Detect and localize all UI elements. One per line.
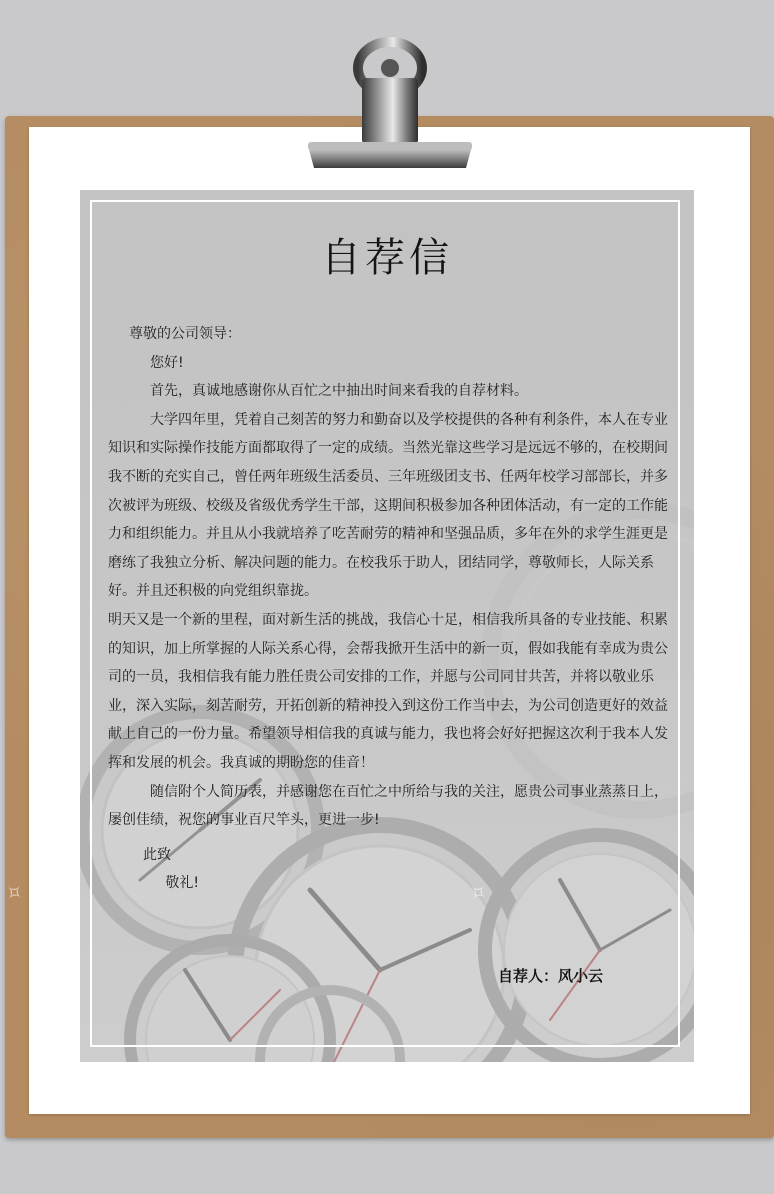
signature: 自荐人：风小云 — [498, 967, 604, 985]
letter-body — [108, 320, 668, 898]
closing-2: 敬礼! — [165, 875, 200, 892]
paragraph-2: 大学四年里，凭着自己刻苦的努力和勤奋以及学校提供的各种有利条件，本人在专业知识和实际操作技能方面都取得了一定的成绩。当然光靠这些学习是远远不够的，在校期间我不断的充实自己，曾任两年班级生活委员、三年班级团支书、任两年校学习部部长，并多次被评为班级、校级及省级优秀学生干部，这期间积极参加各种团体活动，有一定的工作能力和组织能力。并且从小我就培养了吃苦耐劳的精神和坚强品质，多年在外的求学生涯更是磨练了我独立分析、解决问题的能力。在校我乐于助人，团结同学，尊敬师长，人际关系好。并且还积极的向党组织靠拢。 — [108, 411, 668, 600]
paragraph-3: 明天又是一个新的里程，面对新生活的挑战，我信心十足，相信我所具备的专业技能、积累的知识，加上所掌握的人际关系心得，会帮我掀开生活中的新一页，假如我能有幸成为贵公司的一员，我相信我有能力胜任贵公司安排的工作，并愿与公司同甘共苦，并将以敬业乐业，深入实际，刻苦耐劳，开拓创新的精神投入到这份工作当中去，为公司创造更好的效益献上自己的一份力量。希望领导相信我的真诚与能力，我也将会好好把握这次利于我本人发挥和发展的机会。我真诚的期盼您的佳音！ — [108, 611, 668, 771]
paragraph-1: 首先，真诚地感谢你从百忙之中抽出时间来看我的自荐材料。 — [150, 383, 528, 400]
watermark-icon: ✧ — [464, 876, 497, 909]
paragraph-4: 随信附个人简历表，并感谢您在百忙之中所给与我的关注，愿贵公司事业蒸蒸日上，屡创佳绩，祝您的事业百尺竿头，更进一步! — [108, 783, 668, 829]
greeting: 您好! — [150, 354, 184, 371]
binder-clip-icon — [290, 18, 490, 176]
closing-1: 此致 — [143, 846, 171, 863]
page-title: 自荐信 — [321, 235, 453, 281]
watermark-icon: ✧ — [0, 876, 33, 909]
salutation: 尊敬的公司领导： — [129, 326, 241, 342]
